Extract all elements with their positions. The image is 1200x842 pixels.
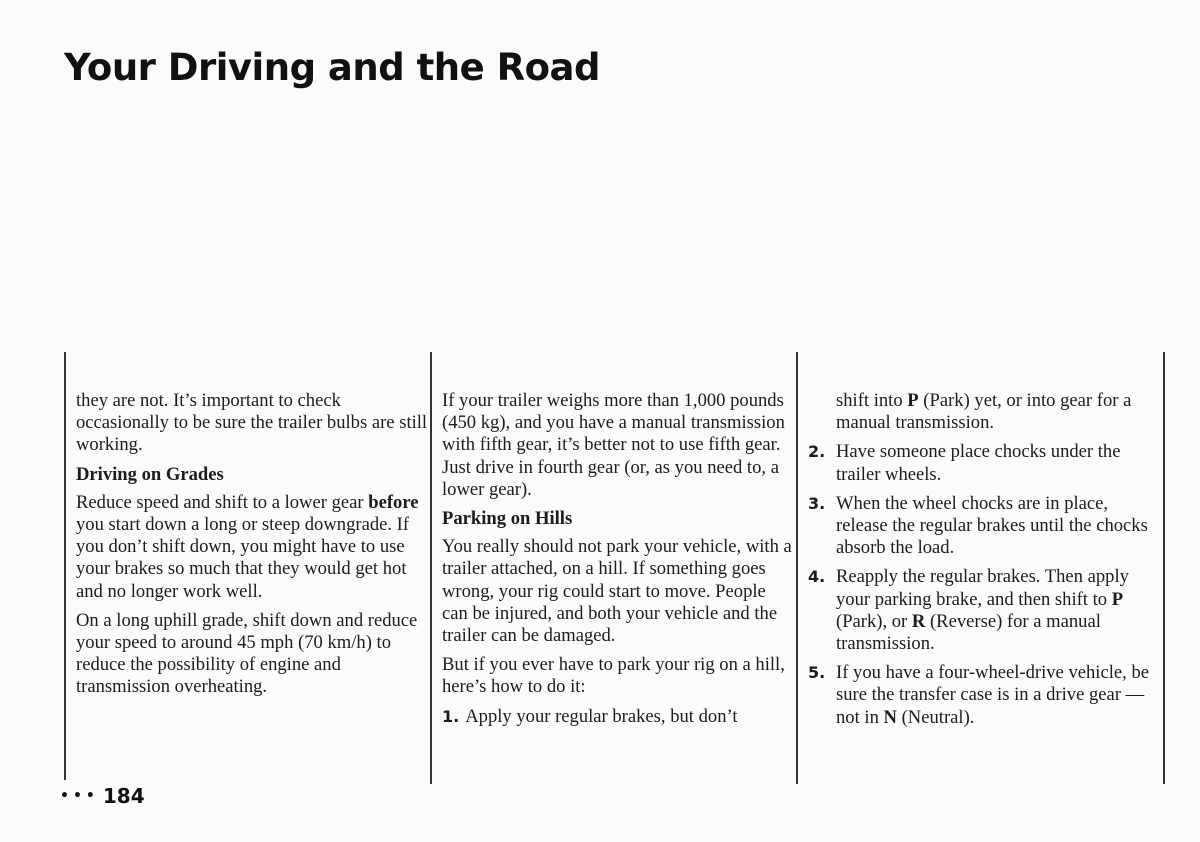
column-divider-left [64,352,66,780]
list-item-step-1-continued [808,390,1158,434]
paragraph: But if you ever have to park your rig on a hill, here’s how to do it: [442,654,785,698]
step-text: (Park), or [836,610,912,632]
step-text: When the wheel chocks are in place, release the regular brakes until the chocks absorb the load. [836,492,1148,559]
list-item-step-1 [442,706,794,728]
page-footer [60,784,145,808]
step-text: Reapply the regular brakes. Then apply your parking brake, and then shift to [836,566,1129,610]
column-divider-center-left [430,352,432,784]
gear-letter: R [911,610,926,632]
step-number: 1. [442,706,460,726]
list-item-step-2 [808,441,1158,485]
step-text: (Reverse) for a manual transmission. [836,610,1101,655]
list-item-step-3 [808,493,1158,560]
section-heading-driving-on-grades: Driving on Grades [76,463,224,485]
paragraph: they are not. It’s important to check occasionally to be sure the trailer bulbs are still working. [76,390,428,456]
step-number: 3. [808,493,826,513]
text-column-2 [442,390,794,735]
paragraph-text: you start down a long or steep downgrade. If you don’t shift down, you might have to use your brakes so much that they would get hot and no longer work well. [76,514,410,602]
step-number: 4. [808,567,826,587]
paragraph-text: Reduce speed and shift to a lower gear [76,491,364,513]
text-column-3 [808,390,1158,736]
list-item-step-4 [808,566,1158,655]
step-number: 2. [808,442,826,462]
gear-letter: P [1111,588,1124,610]
paragraph: On a long uphill grade, shift down and reduce your speed to around 45 mph (70 km/h) to reduce the possibility of engine and transmission overheating. [76,609,418,698]
column-divider-center-right [796,352,798,784]
step-text: Apply your regular brakes, but don’t [465,705,738,727]
emphasis-before: before [368,491,419,513]
section-heading-parking-on-hills: Parking on Hills [442,508,573,530]
step-text: shift into [836,390,908,411]
step-text: (Park) yet, or into gear for a manual transmission. [836,390,1132,434]
gear-letter: P [907,390,919,411]
paragraph: You really should not park your vehicle, with a trailer attached, on a hill. If something goes wrong, your rig could start to move. People can be injured, and both your vehicle and the trailer can be damaged. [442,536,792,647]
paragraph [76,492,428,603]
text-column-1 [76,390,428,706]
paragraph: If your trailer weighs more than 1,000 pounds (450 kg), and you have a manual transmission with fifth gear, it’s better not to use fifth gear. Just drive in fourth gear (or, as you need to, a lower gear). [442,390,785,500]
step-number: 5. [808,663,826,683]
column-divider-right [1163,352,1165,784]
page-number: 184 [102,784,145,808]
step-text: Have someone place chocks under the trailer wheels. [836,441,1121,485]
step-text: If you have a four-wheel-drive vehicle, be sure the transfer case is in a drive gear — not in [836,662,1149,728]
list-item-step-5 [808,662,1158,729]
footer-dots: ••• [60,788,99,804]
step-text: (Neutral). [896,706,975,728]
page-title: Your Driving and the Road [64,46,600,89]
gear-letter: N [883,706,897,728]
